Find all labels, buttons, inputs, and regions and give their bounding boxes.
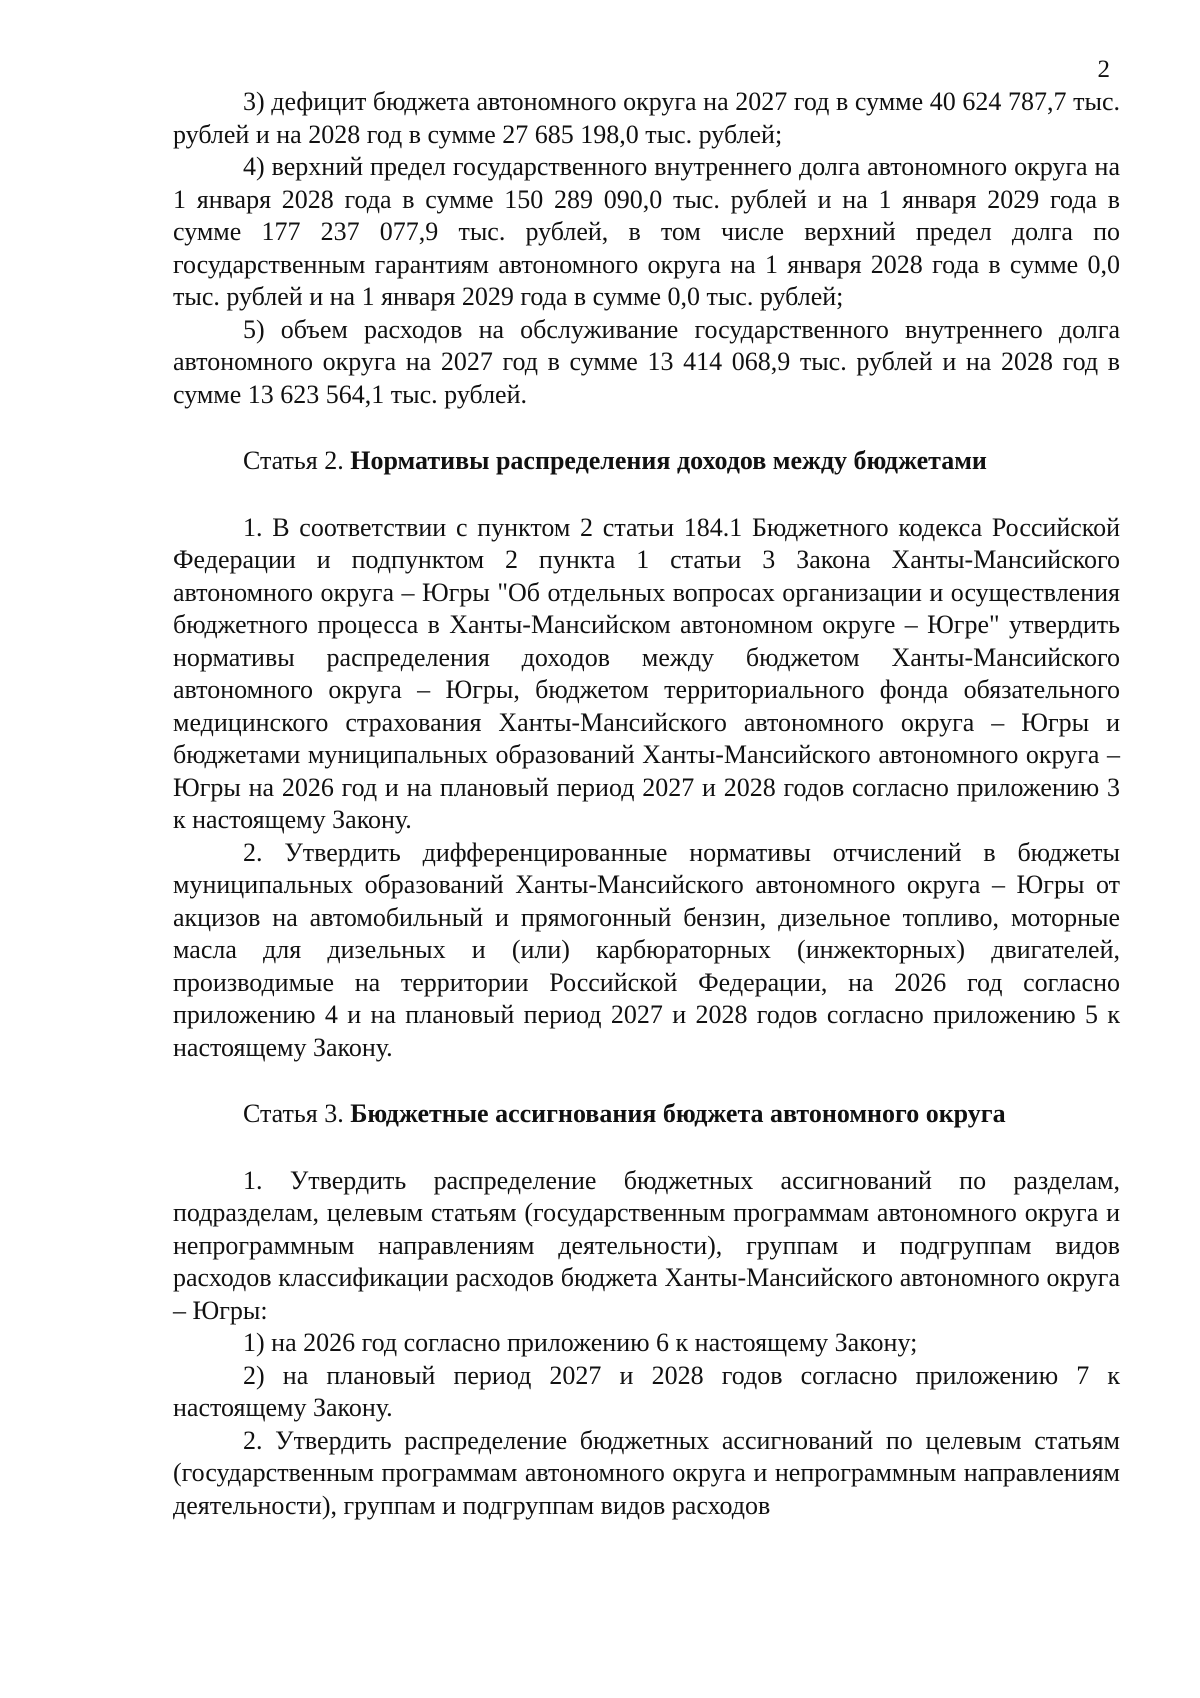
article-2-title: Нормативы распределения доходов между бюджетами [350, 446, 987, 475]
article-3-prefix: Статья 3. [243, 1099, 351, 1128]
paragraph-debt-service: 5) объем расходов на обслуживание государственного внутреннего долга автономного округа на 2027 год в сумме 13 414 068,9 тыс. рублей и на 2028 год в сумме 13 623 564,1 тыс. рублей. [173, 314, 1120, 409]
article-3-title: Бюджетные ассигнования бюджета автономного округа [350, 1099, 1006, 1128]
article-2-paragraph-2: 2. Утвердить дифференцированные нормативы отчислений в бюджеты муниципальных образований Ханты-Мансийского автономного округа – Югры от акцизов на автомобильный и прямогонный бензин, дизельное топливо, моторные масла для дизельных и (или) карбюраторных (инжекторных) двигателей, производимые на территории Российской Федерации, на 2026 год согласно приложению 4 и на плановый период 2027 и 2028 годов согласно приложению 5 к настоящему Закону. [173, 837, 1120, 1062]
article-3-item-2: 2) на плановый период 2027 и 2028 годов согласно приложению 7 к настоящему Закону. [173, 1360, 1120, 1422]
article-2-prefix: Статья 2. [243, 446, 351, 475]
article-2-heading [173, 445, 1120, 478]
page-number: 2 [1097, 56, 1110, 83]
article-3-item-1: 1) на 2026 год согласно приложению 6 к настоящему Закону; [243, 1328, 918, 1357]
article-3-paragraph-2: 2. Утвердить распределение бюджетных ассигнований по целевым статьям (государственным программам автономного округа и непрограммным направлениям деятельности), группам и подгруппам видов расходов [173, 1425, 1120, 1520]
paragraph-debt-limit: 4) верхний предел государственного внутреннего долга автономного округа на 1 января 2028 года в сумме 150 289 090,0 тыс. рублей и на 1 января 2029 года в сумме 177 237 077,9 тыс. рублей, в том числе верхний предел долга по государственным гарантиям автономного округа на 1 января 2028 года в сумме 0,0 тыс. рублей и на 1 января 2029 года в сумме 0,0 тыс. рублей; [173, 152, 1120, 311]
article-3-heading [173, 1098, 1120, 1131]
paragraph-deficit: 3) дефицит бюджета автономного округа на 2027 год в сумме 40 624 787,7 тыс. рублей и на 2028 год в сумме 27 685 198,0 тыс. рублей; [173, 87, 1120, 149]
article-2-paragraph-1: 1. В соответствии с пунктом 2 статьи 184.1 Бюджетного кодекса Российской Федерации и подпунктом 2 пункта 1 статьи 3 Закона Ханты-Мансийского автономного округа – Югры "Об отдельных вопросах организации и осуществления бюджетного процесса в Ханты-Мансийском автономном округе – Югре" утвердить нормативы распределения доходов между бюджетом Ханты-Мансийского автономного округа – Югры, бюджетом территориального фонда обязательного медицинского страхования Ханты-Мансийского автономного округа – Югры и бюджетами муниципальных образований Ханты-Мансийского автономного округа – Югры на 2026 год и на плановый период 2027 и 2028 годов согласно приложению 3 к настоящему Закону. [173, 512, 1120, 834]
article-3-paragraph-1: 1. Утвердить распределение бюджетных ассигнований по разделам, подразделам, целевым статьям (государственным программам автономного округа и непрограммным направлениям деятельности), группам и подгруппам видов расходов классификации расходов бюджета Ханты-Мансийского автономного округа – Югры: [173, 1165, 1120, 1325]
document-body [173, 86, 1120, 1522]
